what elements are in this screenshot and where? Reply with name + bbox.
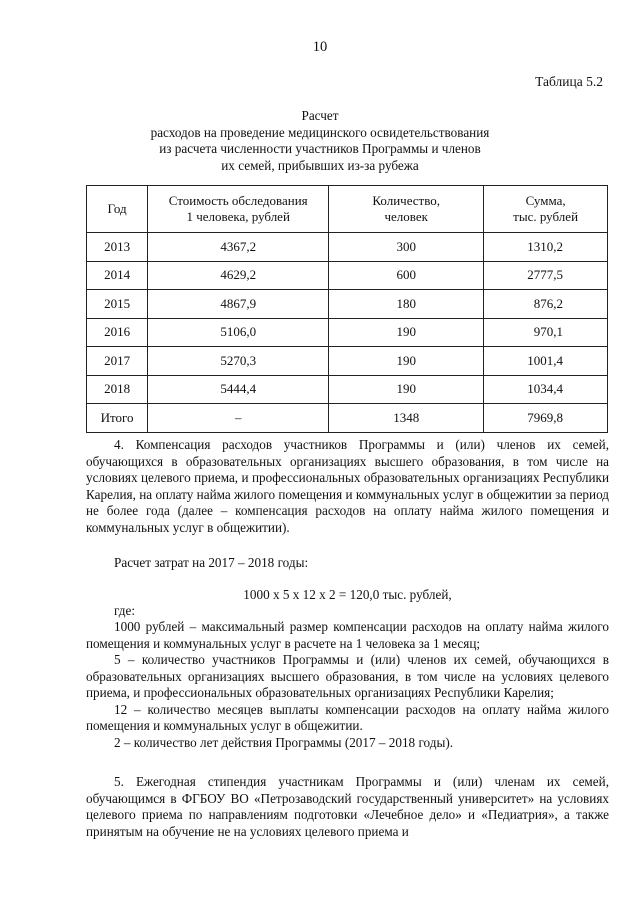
header-cost: Стоимость обследования 1 человека, рублей: [148, 186, 329, 233]
caption-line: из расчета численности участников Программы и членов: [159, 141, 481, 156]
table-row: [87, 261, 608, 290]
table-row: [87, 375, 608, 404]
cell-year: 2017: [87, 347, 148, 376]
cell-cost: 4629,2: [148, 261, 329, 290]
page-number: 10: [312, 39, 328, 55]
formula: 1000 х 5 х 12 х 2 = 120,0 тыс. рублей,: [243, 587, 452, 602]
cell-year: 2015: [87, 290, 148, 319]
cell-cost: 5444,4: [148, 375, 329, 404]
header-sum: Сумма, тыс. рублей: [484, 186, 608, 233]
table-row: [87, 233, 608, 262]
cell-cost: 4367,2: [148, 233, 329, 262]
paragraph-text: 4. Компенсация расходов участников Программы и (или) членов их семей, обучающихся в образовательных организациях высшего образования, в том числе на условиях целевого приема, и профессиональных образовательных организациях Республики Карелия, на оплату найма жилого помещения и коммунальных услуг в общежитии за период не более года (далее – компенсация расходов на оплату найма жилого помещения и коммунальных услуг в общежитии).: [86, 437, 609, 535]
calc-title: [86, 555, 609, 572]
cell-year: Итого: [87, 404, 148, 433]
cell-year: 2013: [87, 233, 148, 262]
table-label: Таблица 5.2: [535, 74, 603, 89]
cell-sum: 2777,5: [484, 261, 608, 290]
cell-quantity: 180: [329, 290, 484, 319]
section-5-paragraph: [86, 774, 609, 840]
cell-cost: 5106,0: [148, 318, 329, 347]
cell-cost: –: [148, 404, 329, 433]
paragraph-text: 5. Ежегодная стипендия участникам Программы и (или) членам их семей, обучающимся в ФГБОУ ВО «Петрозаводский государственный университет» на условиях целевого приема по направлениям подготовки «Лечебное дело» и «Педиатрия», а также принятым на обучение не на условиях целевого приема и: [86, 774, 609, 839]
table-caption: [0, 108, 640, 174]
cell-year: 2014: [87, 261, 148, 290]
cell-sum: 7969,8: [484, 404, 608, 433]
caption-line: их семей, прибывших из-за рубежа: [221, 157, 419, 173]
table-row: [87, 290, 608, 319]
header-year: Год: [87, 186, 148, 233]
header-quantity: Количество, человек: [329, 186, 484, 233]
cell-quantity: 190: [329, 347, 484, 376]
formula-item: 1000 рублей – максимальный размер компенсации расходов на оплату найма жилого помещения и коммунальных услуг в расчете на 1 человека за 1 месяц;: [86, 619, 609, 651]
calc-title-text: Расчет затрат на 2017 – 2018 годы:: [114, 555, 309, 570]
costs-table: [86, 185, 608, 433]
cell-year: 2018: [87, 375, 148, 404]
cell-quantity: 600: [329, 261, 484, 290]
table-total-row: [87, 404, 608, 433]
cell-quantity: 1348: [329, 404, 484, 433]
caption-line: расходов на проведение медицинского освидетельствования: [150, 124, 490, 140]
cell-year: 2016: [87, 318, 148, 347]
formula-item: 12 – количество месяцев выплаты компенсации расходов на оплату найма жилого помещения и коммунальных услуг в общежитии.: [86, 701, 609, 733]
cell-quantity: 190: [329, 375, 484, 404]
section-4-paragraph: [86, 437, 609, 536]
formula-item: 2 – количество лет действия Программы (2017 – 2018 годы).: [114, 734, 454, 750]
cell-sum: 1001,4: [484, 347, 608, 376]
where-text: где:: [114, 603, 135, 618]
cell-cost: 4867,9: [148, 290, 329, 319]
cell-sum: 1310,2: [484, 233, 608, 262]
cell-sum: 876,2: [484, 290, 608, 319]
cell-sum: 1034,4: [484, 375, 608, 404]
cell-quantity: 300: [329, 233, 484, 262]
where-label: [86, 603, 609, 620]
table-header-row: [87, 186, 608, 233]
caption-line: Расчет: [301, 108, 339, 123]
table-row: [87, 347, 608, 376]
cell-quantity: 190: [329, 318, 484, 347]
cell-cost: 5270,3: [148, 347, 329, 376]
table-row: [87, 318, 608, 347]
cell-sum: 970,1: [484, 318, 608, 347]
formula-items: [86, 619, 609, 751]
formula-item: 5 – количество участников Программы и (или) членов их семей, обучающихся в образовательных организациях высшего образования, в том числе на условиях целевого приема, и профессиональных образовательных организациях Республики Карелия;: [86, 652, 609, 700]
